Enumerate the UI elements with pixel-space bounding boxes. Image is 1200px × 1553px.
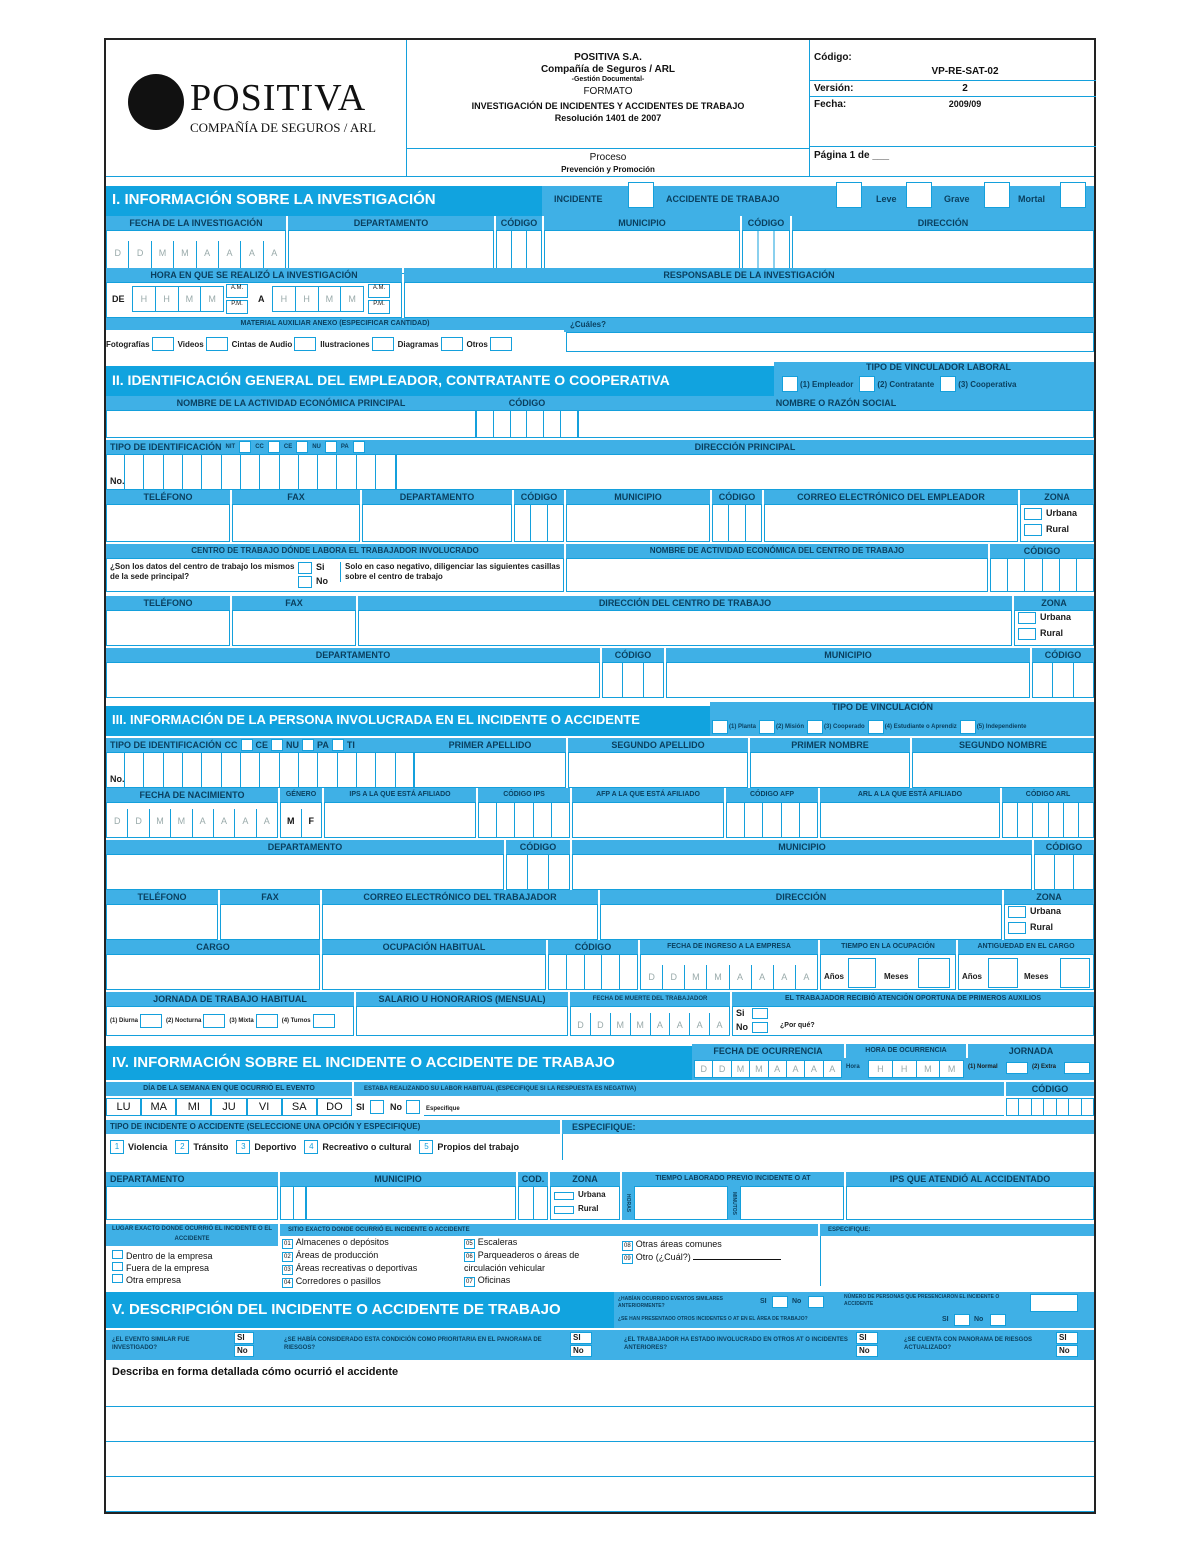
tipo-vinculacion-label: TIPO DE VINCULACIÓN — [832, 702, 934, 712]
q1: ¿EL EVENTO SIMILAR FUE INVESTIGADO? — [112, 1337, 190, 1351]
urbana-evento-box[interactable] — [554, 1192, 574, 1200]
label-codigo-labor: CÓDIGO — [1006, 1082, 1094, 1096]
afp-field[interactable] — [572, 802, 724, 838]
label-mun-centro: MUNICIPIO — [666, 648, 1030, 662]
label-cod-mun-persona: CÓDIGO — [1034, 840, 1094, 854]
urbana-box[interactable] — [1024, 508, 1042, 520]
tiempo-anos-box[interactable] — [848, 958, 876, 988]
incidente-checkbox[interactable] — [628, 182, 654, 208]
q4: ¿SE CUENTA CON PANORAMA DE RIESGOS ACTUALIZADO? — [904, 1337, 1033, 1351]
tiempo-meses-box[interactable] — [918, 958, 950, 988]
sitio-col-3: 08 Otras áreas comunes 09 Otro (¿Cuál?) — [622, 1238, 781, 1264]
sitio-col-2: 05 Escaleras 06 Parqueaderos o áreas de circulación vehicular 07 Oficinas — [464, 1237, 580, 1285]
label-lugar: LUGAR EXACTO DONDE OCURRIÓ EL INCIDENTE O EL ACCIDENTE — [106, 1224, 278, 1246]
codigo-ips-boxes[interactable] — [478, 802, 570, 838]
hora-a-boxes[interactable]: H H M M — [272, 286, 364, 312]
antiguedad-anos-box[interactable] — [988, 958, 1018, 988]
header-center — [406, 40, 810, 176]
antiguedad-meses-box[interactable] — [1060, 958, 1090, 988]
fax-persona-field[interactable] — [220, 904, 320, 940]
genero-boxes[interactable]: M F — [280, 802, 322, 838]
label-atencion: EL TRABAJADOR RECIBIÓ ATENCIÓN OPORTUNA DE PRIMEROS AUXILIOS — [732, 992, 1094, 1006]
razon-field[interactable] — [578, 410, 1094, 438]
label-departamento: DEPARTAMENTO — [288, 216, 494, 230]
turnos-box[interactable] — [313, 1014, 335, 1028]
rural-persona-box[interactable] — [1008, 922, 1026, 934]
ips-field[interactable] — [324, 802, 476, 838]
tipo-propios-box[interactable]: 5 — [419, 1140, 433, 1154]
cargo-field[interactable] — [106, 954, 320, 990]
mun-persona-field[interactable] — [572, 854, 1032, 890]
label-arl: ARL A LA QUE ESTÁ AFILIADO — [820, 788, 1000, 802]
label-codigo-actividad: CÓDIGO — [476, 396, 578, 410]
label-especifique-sitio: ESPECIFIQUE: — [820, 1224, 1094, 1236]
fotografias-box[interactable] — [152, 337, 174, 351]
label-municipio: MUNICIPIO — [544, 216, 740, 230]
version-label: Versión: — [814, 83, 854, 94]
label-fecha-nac: FECHA DE NACIMIENTO — [106, 788, 278, 802]
de-label: DE — [112, 294, 125, 304]
nombre2-field[interactable] — [912, 752, 1094, 788]
label-zona: ZONA — [1020, 490, 1094, 504]
incidente-label: INCIDENTE — [554, 194, 603, 204]
label-fax-centro: FAX — [232, 596, 356, 610]
label-responsable: RESPONSABLE DE LA INVESTIGACIÓN — [404, 268, 1094, 282]
ips-atendio-field[interactable] — [846, 1186, 1094, 1220]
mision-box[interactable] — [759, 720, 775, 734]
tipo-recreativo-box[interactable]: 4 — [304, 1140, 318, 1154]
q1-si-box[interactable]: SI — [234, 1332, 254, 1344]
cuales-label: ¿Cuáles? — [570, 320, 607, 329]
jornada-normal-box[interactable] — [1006, 1062, 1028, 1074]
label-jornada: JORNADA DE TRABAJO HABITUAL — [106, 992, 354, 1006]
day-ju[interactable]: JU — [211, 1098, 246, 1116]
q2: ¿SE HABÍA CONSIDERADO ESTA CONDICIÓN COMO PRIORITARIA EN EL PANORAMA DE RIESGOS? — [284, 1337, 542, 1351]
label-zona-persona: ZONA — [1004, 890, 1094, 904]
label-genero: GÉNERO — [280, 788, 322, 802]
no-label: No. — [110, 476, 125, 486]
label-codigo-dep: CÓDIGO — [514, 490, 564, 504]
tiempo-horas-field[interactable] — [634, 1186, 728, 1220]
company-sub: Compañía de Seguros / ARL — [540, 64, 676, 75]
label-tiempo-ocup: TIEMPO EN LA OCUPACIÓN — [820, 940, 956, 954]
label-mun-persona: MUNICIPIO — [572, 840, 1032, 854]
label-municipio-2: MUNICIPIO — [566, 490, 710, 504]
cintas-box[interactable] — [294, 337, 316, 351]
section-1-title: I. INFORMACIÓN SOBRE LA INVESTIGACIÓN — [106, 186, 542, 216]
mortal-label: Mortal — [1018, 194, 1045, 204]
labor-especifique-field[interactable]: Especifique — [424, 1098, 1004, 1116]
q3: ¿EL TRABAJADOR HA ESTADO INVOLUCRADO EN OTROS AT O INCIDENTES ANTERIORES? — [624, 1337, 848, 1351]
label-zona-evento: ZONA — [550, 1172, 620, 1186]
q-similar-prev: ¿HABÍAN OCURRIDO EVENTOS SIMILARES ANTERIORMENTE? — [618, 1296, 723, 1309]
code-value: VP-RE-SAT-02 — [931, 66, 999, 77]
leve-label: Leve — [876, 194, 897, 204]
code-label: Código: — [814, 52, 852, 63]
correo-persona-field[interactable] — [322, 904, 598, 940]
section-5-title: V. DESCRIPCIÓN DEL INCIDENTE O ACCIDENTE DE TRABAJO — [106, 1292, 614, 1328]
jornada-options: (1) Diurna (2) Nocturna (3) Mixta (4) Turnos — [110, 1014, 335, 1028]
section-3-title: III. INFORMACIÓN DE LA PERSONA INVOLUCRADA EN EL INCIDENTE O ACCIDENTE — [106, 706, 710, 736]
telefono-centro-field[interactable] — [106, 610, 230, 646]
label-codigo-centro: CÓDIGO — [990, 544, 1094, 558]
label-dep-persona: DEPARTAMENTO — [106, 840, 504, 854]
section-2-title: II. IDENTIFICACIÓN GENERAL DEL EMPLEADOR, CONTRATANTE O COOPERATIVA — [106, 366, 774, 396]
nota-centro: Solo en caso negativo, diligenciar las siguientes casillas sobre el centro de trabajo — [340, 562, 562, 582]
label-razon: NOMBRE O RAZÓN SOCIAL — [578, 396, 1094, 410]
cooperativa-box[interactable] — [940, 376, 956, 392]
cod-mun-centro-boxes[interactable] — [1032, 662, 1094, 698]
labor-si-box[interactable] — [370, 1100, 384, 1114]
ilustraciones-box[interactable] — [372, 337, 394, 351]
label-ips: IPS A LA QUE ESTÁ AFILIADO — [324, 788, 476, 802]
salario-field[interactable] — [356, 1006, 568, 1036]
header-meta — [810, 40, 1096, 176]
rural-box[interactable] — [1024, 524, 1042, 536]
label-cod-dep-persona: CÓDIGO — [506, 840, 570, 854]
dep-evento-field[interactable] — [106, 1186, 278, 1220]
label-afp: AFP A LA QUE ESTÁ AFILIADO — [572, 788, 724, 802]
num-personas-field[interactable] — [1030, 1294, 1078, 1312]
label-especifique: ESPECIFIQUE: — [562, 1120, 1094, 1134]
estudiante-box[interactable] — [868, 720, 884, 734]
q4-si-box[interactable]: SI — [1056, 1332, 1078, 1344]
day-sa[interactable]: SA — [282, 1098, 317, 1116]
fuera-box[interactable] — [112, 1262, 123, 1271]
diurna-box[interactable] — [140, 1014, 162, 1028]
label-ocupacion: OCUPACIÓN HABITUAL — [322, 940, 546, 954]
label-departamento-2: DEPARTAMENTO — [362, 490, 512, 504]
cooperado-box[interactable] — [807, 720, 823, 734]
tipo-deportivo-box[interactable]: 3 — [236, 1140, 250, 1154]
apellido2-field[interactable] — [568, 752, 748, 788]
label-dir-persona: DIRECCIÓN — [600, 890, 1002, 904]
label-telefono-centro: TELÉFONO — [106, 596, 230, 610]
tel-persona-field[interactable] — [106, 904, 218, 940]
label-codigo-afp: CÓDIGO AFP — [726, 788, 818, 802]
version-value: 2 — [962, 83, 968, 94]
label-material: MATERIAL AUXILIAR ANEXO (ESPECIFICAR CANTIDAD) — [106, 318, 564, 330]
rural-evento-box[interactable] — [554, 1206, 574, 1214]
cod-ocupacion-boxes[interactable] — [548, 954, 638, 990]
resolution: Resolución 1401 de 2007 — [554, 113, 662, 123]
nombre1-field[interactable] — [750, 752, 910, 788]
q-otros: ¿SE HAN PRESENTADO OTROS INCIDENTES O AT EN EL ÁREA DE TRABAJO? — [618, 1316, 808, 1322]
label-cod-dep-centro: CÓDIGO — [602, 648, 664, 662]
dir-persona-field[interactable] — [600, 904, 1002, 940]
vinculacion-options: (1) Planta (2) Misión (3) Cooperado (4) Estudiante o Aprendiz (5) Independiente — [712, 720, 1026, 734]
investigation-form: POSITIVA COMPAÑÍA DE SEGUROS / ARL POSITIVA S.A. Compañía de Seguros / ARL -Gestión Documental- FORMATO INVESTIGACIÓN DE INCIDENTES Y ACCIDENTES DE TRABAJO Resolución 1401 de 2007 Proceso Prevención y Promoción Código: VP-RE-SAT-02 Versión: 2 Fecha: 2009/09 Página 1 de ___ I. INFORMACIÓN SOBRE LA INVESTIGACIÓN INCIDENTE ACCIDENTE DE TRABAJO Leve Grave Mortal FECHA DE LA INVESTIGACIÓN DEPARTAMENTO CÓDIGO MUNICIPIO CÓDIGO DIRECCIÓN D D M M A A A A HORA EN QUE SE REALIZÓ LA INVESTIGACIÓN RESPONSABLE DE LA INVESTIGACIÓN DE H H M M A.M. P.M. A H H M M A.M. P.M. MATERIAL AUXILIAR ANEXO (ESPECIFICAR CANTIDAD) ¿Cuáles? Fotografías Videos Cintas de Audio Ilustraciones Diagramas Otros II. IDENTIFICACIÓN GENERAL DEL EMPLEADOR, CONTRATANTE O COOPERATIVA TIPO DE VINCULADOR LABORAL (1) Empleador (2) Contratante (3) Cooperativa NOMBRE DE LA ACTIVIDAD ECONÓMICA PRINCIPAL CÓDIGO NOMBRE O RAZÓN SOCIAL TIPO DE IDENTIFICACIÓN NIT CC CE NU PA DIRECCIÓN PRINCIPAL No. TELÉFONO FAX DEPARTAMENTO CÓDIGO MUNICIPIO CÓDIGO CORREO ELECTRÓNICO DEL EMPLEADOR ZONA Urbana Rural CENTRO DE TRABAJO DÓNDE LABORA EL TRABAJADOR INVOLUCRADO NOMBRE DE ACTIVIDAD ECONÓMICA DEL CENTRO DE TRABAJO CÓDIGO ¿Son los datos del centro de trabajo los mismos de la sede principal? Si No Solo en caso negativo, diligenciar las siguientes casillas sobre el centro de trabajo TELÉFONO FAX DIRECCIÓN DEL CENTRO DE TRABAJO ZONA Urbana Rural DEPARTAMENTO CÓDIGO MUNICIPIO CÓDIGO III. INFORMACIÓN DE LA PERSONA INVOLUCRADA EN EL INCIDENTE O ACCIDENTE TIPO DE VINCULACIÓN (1) Planta (2) Misión (3) Cooperado (4) Estudiante o Aprendiz (5) Independiente TIPO DE IDENTIFICACIÓN CC CE NU PA TI PRIMER APELLIDO SEGUNDO APELLIDO PRIMER NOMBRE SEGUNDO NOMBRE No. FECHA DE NACIMIENTO GÉNERO IPS A LA QUE ESTÁ AFILIADO CÓDIGO IPS AFP A LA QUE ESTÁ AFILIADO CÓDIGO AFP ARL A LA QUE ESTÁ AFILIADO CÓDIGO ARL D D M M A A A A M F DEPARTAMENTO CÓDIGO MUNICIPIO CÓDIGO TELÉFONO FAX CORREO ELECTRÓNICO DEL TRABAJADOR DIRECCIÓN ZONA Urbana Rural CARGO OCUPACIÓN HABITUAL CÓDIGO FECHA DE INGRESO A LA EMPRESA TIEMPO EN LA OCUPACIÓN ANTIGUEDAD EN EL CARGO D D M M A A A A Años Meses Años Meses JORNADA DE TRABAJO HABITUAL SALARIO U HONORARIOS (MENSUAL) FECHA DE MUERTE DEL TRABAJADOR EL TRABAJADOR RECIBIÓ ATENCIÓN OPORTUNA DE PRIMEROS AUXILIOS (1) Diurna (2) Nocturna (3) Mixta (4) Turnos D D M M A A A A Si No ¿Por qué? IV. INFORMACIÓN SOBRE EL INCIDENTE O ACCIDENTE DE TRABAJO FECHA DE OCURRENCIA HORA DE OCURRENCIA JORNADA D D M M A A A A Hora H H M M (1) Normal (2) Extra DÍA DE LA SEMANA EN QUE OCURRIÓ EL EVENTO ESTABA REALIZANDO SU LABOR HABITUAL (ESPECIFIQUE SI LA RESPUESTA ES NEGATIVA) CÓDIGO LU MA MI JU VI SA DO SI No Especifique TIPO DE INCIDENTE O ACCIDENTE (SELECCIONE UNA OPCIÓN Y ESPECIFIQUE) ESPECIFIQUE: 1 Violencia 2 Tránsito 3 Deportivo 4 Recreativo o cultural 5 Propios del trabajo DEPARTAMENTO MUNICIPIO COD. ZONA TIEMPO LABORADO PREVIO INCIDENTE O AT IPS QUE ATENDIÓ AL ACCIDENTADO Urbana Rural HORAS MINUTOS LUGAR EXACTO DONDE OCURRIÓ EL INCIDENTE O EL ACCIDENTE SITIO EXACTO DONDE OCURRIÓ EL INCIDENTE O ACCIDENTE ESPECIFIQUE: Dentro de la empresa Fuera de la empresa Otra empresa 01 Almacenes o depósitos 02 Áreas de producción 03 Áreas recreativas o deportivas 04 Corredores o pasillos 05 Escaleras 06 Parqueaderos o áreas de circulación vehicular 07 Oficinas 08 Otras áreas comunes 09 Otro (¿Cuál?) V. DESCRIPCIÓN DEL INCIDENTE O ACCIDENTE DE TRABAJO ¿HABÍAN OCURRIDO EVENTOS SIMILARES ANTERIORMENTE? SI No NÚMERO DE PERSONAS QUE PRESENCIARON EL INCIDENTE O ACCIDENTE ¿SE HAN PRESENTADO OTROS INCIDENTES O AT EN EL ÁREA DE TRABAJO? SI No ¿EL EVENTO SIMILAR FUE INVESTIGADO? SI No ¿SE HABÍA CONSIDERADO ESTA CONDICIÓN COMO PRIORITARIA EN EL PANORAMA DE RIESGOS? SI No ¿EL TRABAJADOR HA ESTADO INVOLUCRADO EN OTROS AT O INCIDENTES ANTERIORES? SI No ¿SE CUENTA CON PANORAMA DE RIESGOS ACTUALIZADO? SI No Describa en forma detallada cómo ocurrió el accidente — [104, 38, 1096, 1514]
label-nombre2: SEGUNDO NOMBRE — [912, 738, 1094, 752]
tipo-especifique-field[interactable] — [562, 1134, 1094, 1160]
description-area[interactable] — [106, 1382, 1094, 1514]
urbana-centro-box[interactable] — [1018, 612, 1036, 624]
label-ips-atendio: IPS QUE ATENDIÓ AL ACCIDENTADO — [846, 1172, 1094, 1186]
independiente-box[interactable] — [960, 720, 976, 734]
sede-no-box[interactable] — [298, 576, 312, 588]
label-antiguedad: ANTIGUEDAD EN EL CARGO — [958, 940, 1094, 954]
label-cod-evento: COD. — [518, 1172, 548, 1186]
otros-box[interactable] — [490, 337, 512, 351]
label-sitio: SITIO EXACTO DONDE OCURRIÓ EL INCIDENTE O ACCIDENTE — [280, 1224, 818, 1236]
numero-id-persona-boxes[interactable] — [124, 752, 414, 788]
day-mi[interactable]: MI — [176, 1098, 211, 1116]
codigo-centro-boxes[interactable] — [990, 558, 1094, 592]
atencion-no-box[interactable] — [752, 1022, 768, 1033]
label-tipo-id: TIPO DE IDENTIFICACIÓN NIT CC CE NU PA — [106, 440, 396, 454]
no-label-persona: No. — [110, 774, 125, 784]
q3-si-box[interactable]: SI — [856, 1332, 878, 1344]
label-hora-ocurrencia: HORA DE OCURRENCIA — [846, 1044, 966, 1058]
label-codigo-mun: CÓDIGO — [712, 490, 762, 504]
sitio-especifique-field[interactable] — [820, 1236, 1094, 1286]
date-value: 2009/09 — [948, 99, 982, 109]
section-4-title: IV. INFORMACIÓN SOBRE EL INCIDENTE O ACCIDENTE DE TRABAJO — [106, 1046, 692, 1080]
am-box-1[interactable]: A.M. — [226, 284, 248, 298]
q1-no-box[interactable]: No — [234, 1345, 254, 1357]
process-label: Proceso — [589, 152, 627, 163]
otros-no-box[interactable] — [990, 1314, 1006, 1326]
fax-centro-field[interactable] — [232, 610, 356, 646]
pm-box-1[interactable]: P.M. — [226, 300, 248, 314]
am-box-2[interactable]: A.M. — [368, 284, 390, 298]
label-cod-ocupacion: CÓDIGO — [548, 940, 638, 954]
codigo-actividad-boxes[interactable] — [476, 410, 578, 438]
correo-field[interactable] — [764, 504, 1018, 542]
codigo-afp-boxes[interactable] — [726, 802, 818, 838]
otros-si-box[interactable] — [954, 1314, 970, 1326]
label-dep-centro: DEPARTAMENTO — [106, 648, 600, 662]
cod-mun-evento-boxes[interactable] — [518, 1186, 548, 1220]
tiempo-minutos-field[interactable] — [740, 1186, 844, 1220]
form-title: INVESTIGACIÓN DE INCIDENTES Y ACCIDENTES DE TRABAJO — [471, 101, 745, 111]
label-tel-persona: TELÉFONO — [106, 890, 218, 904]
tipo-options: 1 Violencia 2 Tránsito 3 Deportivo 4 Recreativo o cultural 5 Propios del trabajo — [110, 1140, 519, 1154]
codigo-dep-boxes[interactable] — [514, 504, 564, 542]
departamento-field-2[interactable] — [362, 504, 512, 542]
cod-dep-centro-boxes[interactable] — [602, 662, 664, 698]
label-telefono: TELÉFONO — [106, 490, 230, 504]
actividad-field[interactable] — [106, 410, 476, 438]
lugar-options: Dentro de la empresa Fuera de la empresa Otra empresa — [112, 1250, 213, 1286]
label-actividad: NOMBRE DE LA ACTIVIDAD ECONÓMICA PRINCIPAL — [106, 396, 476, 410]
accidente-label: ACCIDENTE DE TRABAJO — [666, 194, 780, 204]
contratante-box[interactable] — [859, 376, 875, 392]
empleador-box[interactable] — [782, 376, 798, 392]
logo-brand: POSITIVA — [190, 77, 367, 119]
a-label: A — [258, 294, 265, 304]
label-codigo-ips: CÓDIGO IPS — [478, 788, 570, 802]
vinculador-options: (1) Empleador (2) Contratante (3) Cooperativa — [782, 376, 1016, 392]
label-cargo: CARGO — [106, 940, 320, 954]
pregunta-sede: ¿Son los datos del centro de trabajo los mismos de la sede principal? — [110, 562, 295, 581]
label-tipo-id-persona: TIPO DE IDENTIFICACIÓN CC CE NU PA TI — [106, 738, 414, 752]
arl-field[interactable] — [820, 802, 1000, 838]
fecha-investigacion-boxes[interactable]: D D M M A A A A — [106, 230, 286, 274]
q4-no-box[interactable]: No — [1056, 1345, 1078, 1357]
label-codigo: CÓDIGO — [496, 216, 542, 230]
label-fax-persona: FAX — [220, 890, 320, 904]
day-ma[interactable]: MA — [141, 1098, 176, 1116]
pm-box-2[interactable]: P.M. — [368, 300, 390, 314]
label-realizando: ESTABA REALIZANDO SU LABOR HABITUAL (ESPECIFIQUE SI LA RESPUESTA ES NEGATIVA) — [354, 1082, 1004, 1096]
apellido1-field[interactable] — [414, 752, 566, 788]
jornada-extra-box[interactable] — [1064, 1062, 1090, 1074]
q2-si-box[interactable]: SI — [570, 1332, 592, 1344]
day-lu[interactable]: LU — [106, 1098, 141, 1116]
fecha-muerte-boxes[interactable]: D D M M A A A A — [570, 1006, 730, 1036]
municipio-field-2[interactable] — [566, 504, 710, 542]
numero-id-boxes[interactable] — [124, 454, 376, 490]
mun-centro-field[interactable] — [666, 662, 1030, 698]
mortal-checkbox[interactable] — [1060, 182, 1086, 208]
days-row — [106, 1098, 352, 1116]
format-label: FORMATO — [583, 86, 633, 97]
q2-no-box[interactable]: No — [570, 1345, 592, 1357]
mun-evento-field[interactable] — [306, 1186, 516, 1220]
label-fecha-ocurrencia: FECHA DE OCURRENCIA — [692, 1044, 844, 1058]
fax-field[interactable] — [232, 504, 360, 542]
label-correo-persona: CORREO ELECTRÓNICO DEL TRABAJADOR — [322, 890, 598, 904]
label-cod-mun-centro: CÓDIGO — [1032, 648, 1094, 662]
nocturna-box[interactable] — [203, 1014, 225, 1028]
rural-centro-box[interactable] — [1018, 628, 1036, 640]
date-label: Fecha: — [814, 99, 847, 110]
label-fax: FAX — [232, 490, 360, 504]
responsable-field[interactable] — [404, 282, 1094, 318]
accidente-checkbox[interactable] — [836, 182, 862, 208]
atencion-si-box[interactable] — [752, 1008, 768, 1019]
q3-no-box[interactable]: No — [856, 1345, 878, 1357]
mixta-box[interactable] — [256, 1014, 278, 1028]
cuales-field[interactable] — [566, 332, 1094, 352]
fecha-nac-boxes[interactable]: D D M M A A A A — [106, 802, 278, 838]
label-jornada-ocurrencia: JORNADA — [968, 1044, 1094, 1058]
label-dep-evento: DEPARTAMENTO — [106, 1172, 278, 1186]
day-do[interactable]: DO — [317, 1098, 352, 1116]
label-apellido1: PRIMER APELLIDO — [414, 738, 566, 752]
label-direccion: DIRECCIÓN — [792, 216, 1094, 230]
label-dir-principal: DIRECCIÓN PRINCIPAL — [396, 440, 1094, 454]
act-centro-field[interactable] — [566, 558, 988, 592]
grave-checkbox[interactable] — [984, 182, 1010, 208]
dir-centro-field[interactable] — [358, 610, 1012, 646]
similar-no-box[interactable] — [808, 1296, 824, 1308]
label-dir-centro: DIRECCIÓN DEL CENTRO DE TRABAJO — [358, 596, 1012, 610]
label-fecha-investigacion: FECHA DE LA INVESTIGACIÓN — [106, 216, 286, 230]
label-codigo-arl: CÓDIGO ARL — [1002, 788, 1094, 802]
tipo-vinculador-label: TIPO DE VINCULADOR LABORAL — [866, 362, 1011, 372]
tipo-transito-box[interactable]: 2 — [175, 1140, 189, 1154]
codigo-mun-boxes[interactable] — [712, 504, 762, 542]
cod-dep-evento-boxes[interactable] — [280, 1186, 306, 1220]
grave-label: Grave — [944, 194, 970, 204]
diagramas-box[interactable] — [441, 337, 463, 351]
label-apellido2: SEGUNDO APELLIDO — [568, 738, 748, 752]
hora-de-boxes[interactable]: H H M M — [132, 286, 224, 312]
fecha-ocurrencia-boxes[interactable]: D D M M A A A A — [694, 1060, 842, 1078]
fecha-ingreso-boxes[interactable]: D D M M A A A A — [640, 954, 818, 990]
day-vi[interactable]: VI — [247, 1098, 282, 1116]
cod-mun-persona-boxes[interactable] — [1034, 854, 1094, 890]
ocupacion-field[interactable] — [322, 954, 546, 990]
label-salario: SALARIO U HONORARIOS (MENSUAL) — [356, 992, 568, 1006]
telefono-field[interactable] — [106, 504, 230, 542]
label-tipo-incidente: TIPO DE INCIDENTE O ACCIDENTE (SELECCIONE UNA OPCIÓN Y ESPECIFIQUE) — [106, 1120, 560, 1134]
label-nombre1: PRIMER NOMBRE — [750, 738, 910, 752]
label-tiempo-laborado: TIEMPO LABORADO PREVIO INCIDENTE O AT — [622, 1172, 844, 1186]
doc-mgmt: -Gestión Documental- — [571, 76, 645, 83]
leve-checkbox[interactable] — [906, 182, 932, 208]
company-name: POSITIVA S.A. — [574, 52, 642, 63]
logo-subtitle: COMPAÑÍA DE SEGUROS / ARL — [190, 120, 376, 135]
describa-label: Describa en forma detallada cómo ocurrió el accidente — [112, 1366, 399, 1378]
label-zona-centro: ZONA — [1014, 596, 1094, 610]
label-dia-semana: DÍA DE LA SEMANA EN QUE OCURRIÓ EL EVENTO — [106, 1082, 352, 1096]
porque-label: ¿Por qué? — [780, 1022, 815, 1029]
q-num-personas: NÚMERO DE PERSONAS QUE PRESENCIARON EL INCIDENTE O ACCIDENTE — [844, 1294, 1000, 1307]
sitio-col-1: 01 Almacenes o depósitos 02 Áreas de producción 03 Áreas recreativas o deportivas 04 Corredores o pasillos — [284, 1237, 418, 1286]
similar-si-box[interactable] — [772, 1296, 788, 1308]
label-fecha-muerte: FECHA DE MUERTE DEL TRABAJADOR — [570, 992, 730, 1006]
label-correo: CORREO ELECTRÓNICO DEL EMPLEADOR — [764, 490, 1018, 504]
planta-box[interactable] — [712, 720, 728, 734]
dep-centro-field[interactable] — [106, 662, 600, 698]
dentro-box[interactable] — [112, 1250, 123, 1259]
codigo-labor-boxes[interactable] — [1006, 1098, 1094, 1116]
cod-dep-persona-boxes[interactable] — [506, 854, 570, 890]
label-act-centro: NOMBRE DE ACTIVIDAD ECONÓMICA DEL CENTRO DE TRABAJO — [566, 544, 988, 558]
label-mun-evento: MUNICIPIO — [280, 1172, 516, 1186]
label-hora: HORA EN QUE SE REALIZÓ LA INVESTIGACIÓN — [106, 268, 402, 282]
label-codigo-2: CÓDIGO — [742, 216, 790, 230]
urbana-persona-box[interactable] — [1008, 906, 1026, 918]
dep-persona-field[interactable] — [106, 854, 504, 890]
videos-box[interactable] — [206, 337, 228, 351]
label-fecha-ingreso: FECHA DE INGRESO A LA EMPRESA — [640, 940, 818, 954]
codigo-arl-boxes[interactable] — [1002, 802, 1094, 838]
dir-principal-field[interactable] — [396, 454, 1094, 490]
label-centro: CENTRO DE TRABAJO DÓNDE LABORA EL TRABAJADOR INVOLUCRADO — [106, 544, 564, 558]
sede-si-box[interactable] — [298, 562, 312, 574]
material-items: Fotografías Videos Cintas de Audio Ilustraciones Diagramas Otros — [106, 336, 564, 352]
logo-emblem-icon — [128, 74, 184, 130]
labor-no-box[interactable] — [406, 1100, 420, 1114]
hora-ocurrencia-boxes[interactable]: H H M M — [868, 1060, 964, 1078]
process-value: Prevención y Promoción — [561, 165, 655, 174]
tipo-violencia-box[interactable]: 1 — [110, 1140, 124, 1154]
otra-empresa-box[interactable] — [112, 1274, 123, 1283]
logo — [116, 70, 406, 150]
page-label: Página 1 de ___ — [814, 150, 890, 161]
